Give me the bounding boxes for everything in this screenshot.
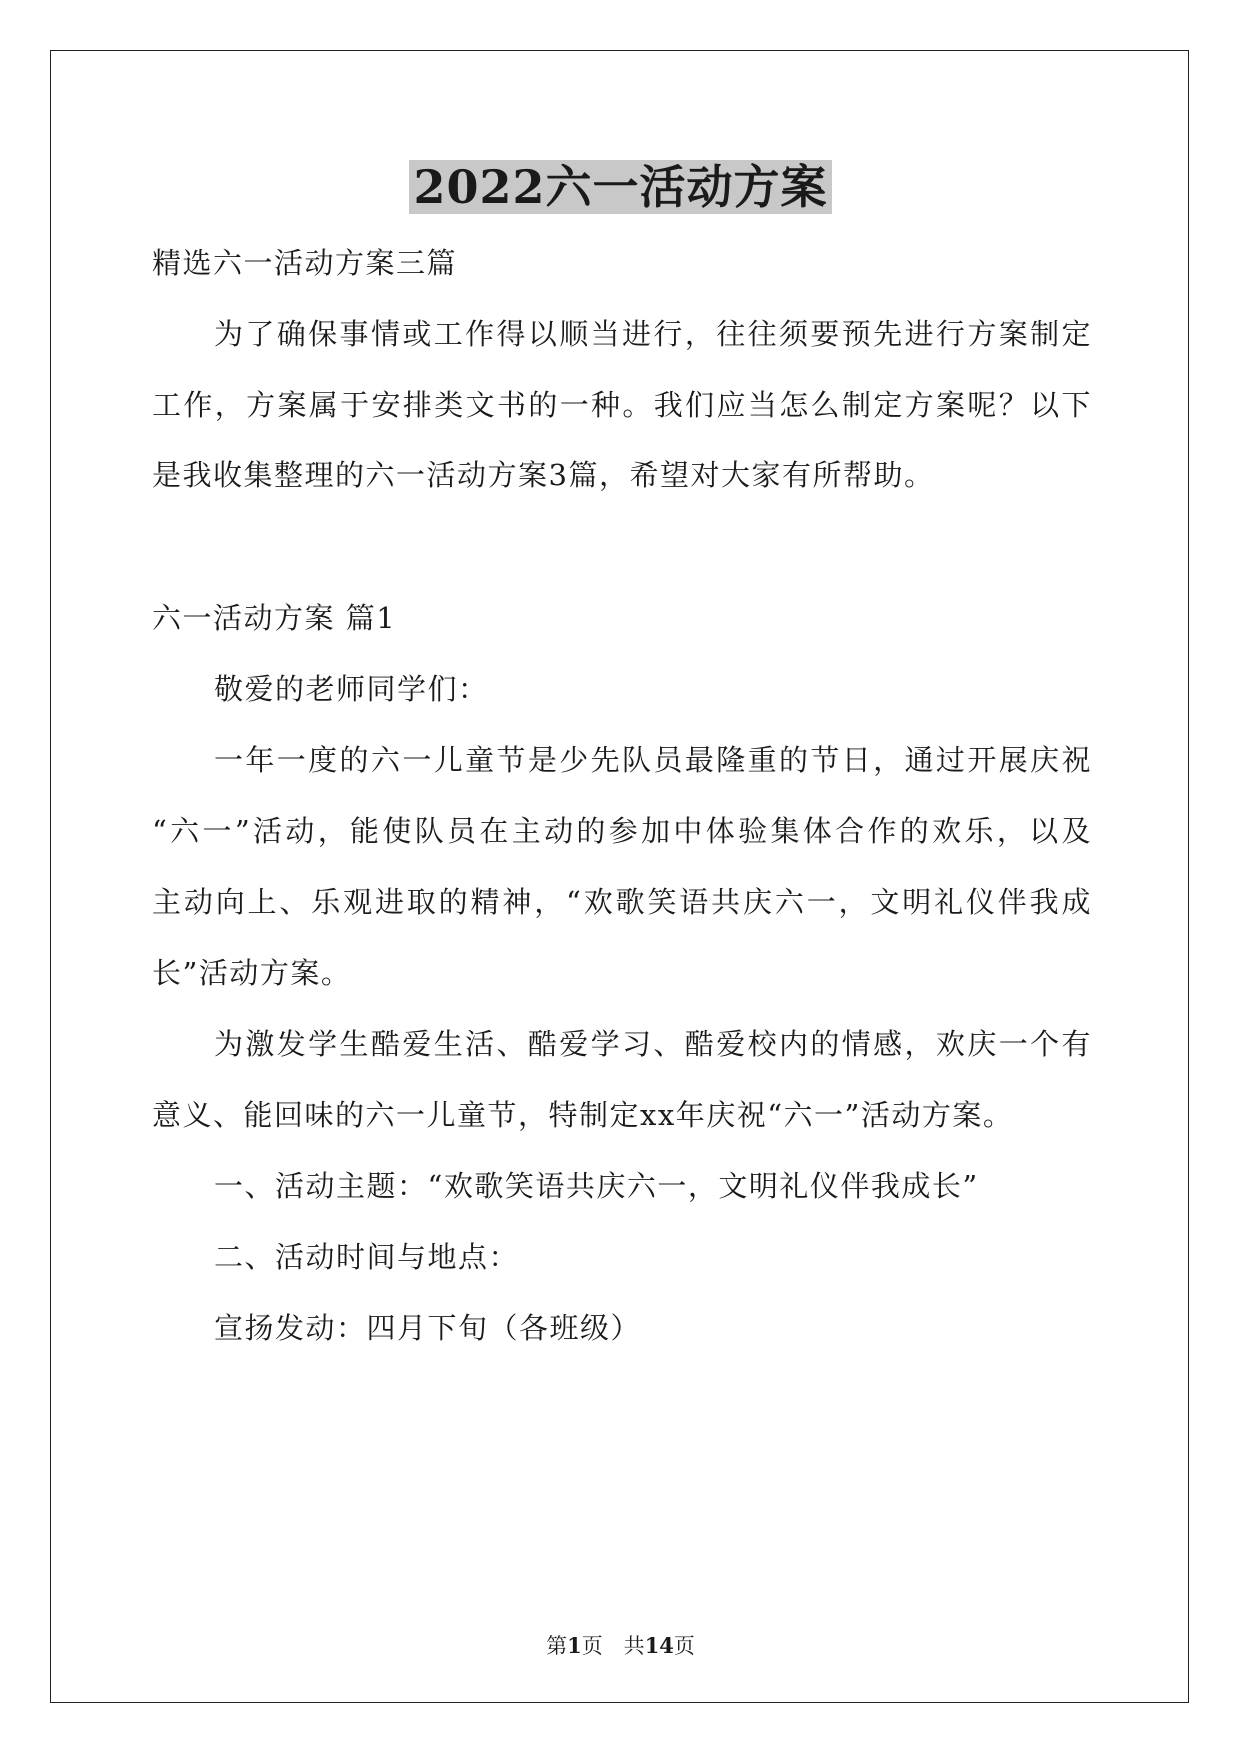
para1-line-2: “六一”活动，能使队员在主动的参加中体验集体合作的欢乐，以及 <box>152 814 1092 848</box>
section-heading: 六一活动方案 篇1 <box>152 601 397 635</box>
intro-line-2: 工作，方案属于安排类文书的一种。我们应当怎么制定方案呢？以下 <box>152 388 1092 422</box>
footer-page-number: 1 <box>567 1633 582 1658</box>
footer-total-pages: 14 <box>644 1633 674 1658</box>
intro-line-1: 为了确保事情或工作得以顺当进行，往往须要预先进行方案制定 <box>214 317 1092 351</box>
item-theme: 一、活动主题：“欢歌笑语共庆六一，文明礼仪伴我成长” <box>214 1169 979 1203</box>
item-time-place: 二、活动时间与地点： <box>214 1240 520 1274</box>
item-promotion: 宣扬发动：四月下旬（各班级） <box>214 1311 642 1345</box>
intro-line-3: 是我收集整理的六一活动方案3篇，希望对大家有所帮助。 <box>152 458 935 492</box>
para1-line-1: 一年一度的六一儿童节是少先队员最隆重的节日，通过开展庆祝 <box>214 743 1092 777</box>
para1-line-3: 主动向上、乐观进取的精神，“欢歌笑语共庆六一，文明礼仪伴我成 <box>152 885 1092 919</box>
salutation: 敬爱的老师同学们： <box>214 672 489 706</box>
page-footer <box>0 1632 1241 1660</box>
footer-page-suffix: 页 <box>673 1634 695 1658</box>
document-title <box>0 157 1241 217</box>
page-border <box>50 50 1189 1703</box>
document-subtitle: 精选六一活动方案三篇 <box>152 246 458 280</box>
document-title-text: 2022六一活动方案 <box>409 160 831 214</box>
footer-page-prefix: 第 <box>546 1634 568 1658</box>
para2-line-2: 意义、能回味的六一儿童节，特制定xx年庆祝“六一”活动方案。 <box>152 1098 1014 1132</box>
footer-page-mid: 页 共 <box>581 1634 645 1658</box>
para2-line-1: 为激发学生酷爱生活、酷爱学习、酷爱校内的情感，欢庆一个有 <box>214 1027 1092 1061</box>
para1-line-4: 长”活动方案。 <box>152 956 352 990</box>
